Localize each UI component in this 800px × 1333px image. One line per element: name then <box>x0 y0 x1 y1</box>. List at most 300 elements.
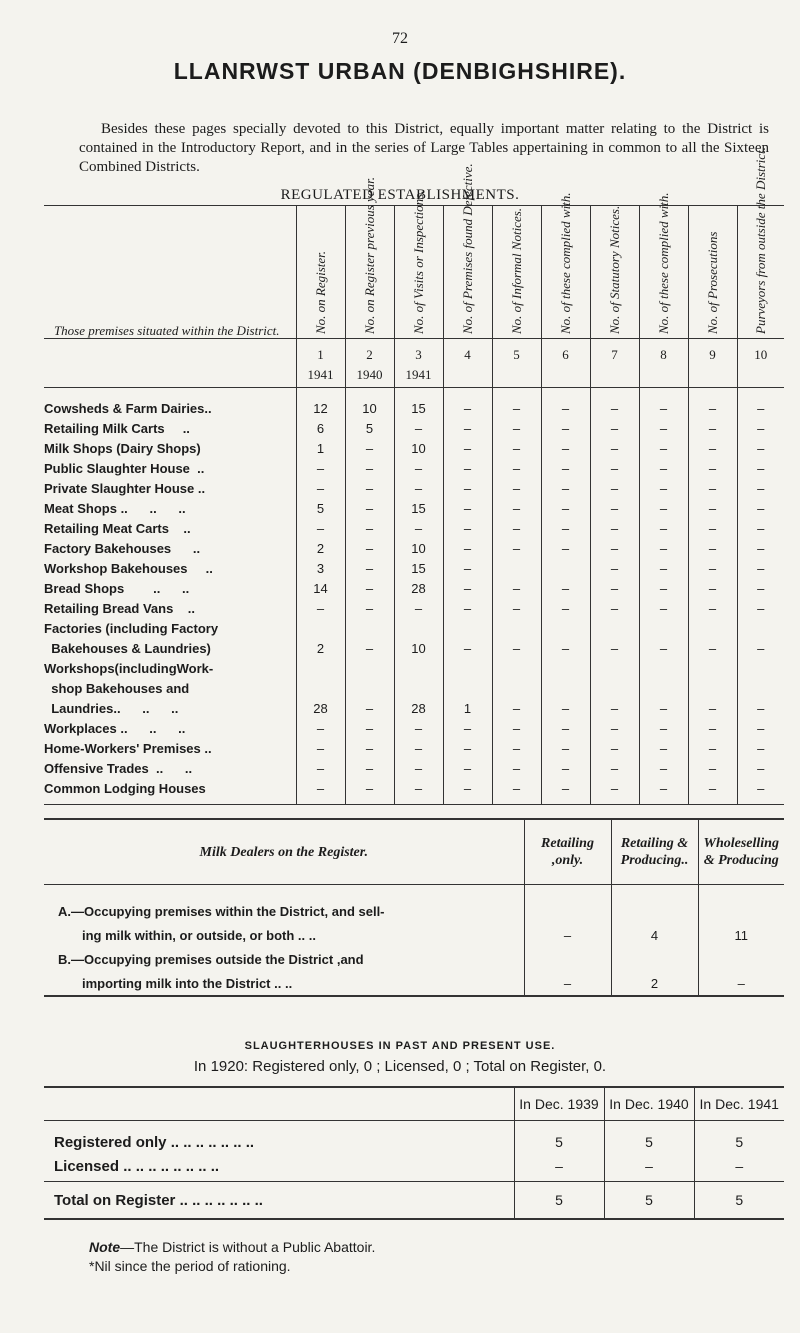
premises-header: Those premises situated within the District. <box>44 206 296 339</box>
table-cell <box>394 618 443 638</box>
table-cell: – <box>688 638 737 658</box>
table-cell: – <box>688 578 737 598</box>
table-row <box>44 738 784 758</box>
table-cell: – <box>443 638 492 658</box>
column-header: No. of Statutory Notices. <box>607 205 622 334</box>
table-cell: – <box>737 478 784 498</box>
table-cell: 1 <box>443 698 492 718</box>
column-header: No. on Register. <box>313 250 328 334</box>
milk-dealers-header: Milk Dealers on the Register. <box>44 819 524 885</box>
table-cell: – <box>443 498 492 518</box>
column-year <box>443 363 492 388</box>
table-cell: – <box>541 578 590 598</box>
table-cell: 6 <box>296 418 345 438</box>
row-label: shop Bakehouses and <box>44 680 190 696</box>
table-cell: – <box>443 718 492 738</box>
table-row <box>44 498 784 518</box>
row-label: Bakehouses & Laundries) <box>44 640 211 656</box>
table-cell: – <box>541 778 590 805</box>
slaughter-col-1941: In Dec. 1941 <box>694 1087 784 1121</box>
table-cell: – <box>345 498 394 518</box>
table-row <box>44 438 784 458</box>
table-cell: – <box>296 598 345 618</box>
table-cell: – <box>590 478 639 498</box>
table-cell: – <box>639 718 688 738</box>
table-cell: – <box>345 778 394 805</box>
table-cell <box>541 658 590 678</box>
table-cell: – <box>737 598 784 618</box>
milk-cell: – <box>524 971 611 996</box>
table-row <box>44 518 784 538</box>
table-cell: – <box>590 778 639 805</box>
milk-col-wholeselling-producing: Wholeselling & Producing <box>698 819 784 885</box>
table-cell <box>296 618 345 638</box>
table-row <box>44 538 784 558</box>
table-cell <box>639 678 688 698</box>
column-header: No. of Premises found Defective. <box>460 163 475 334</box>
table-cell: 1 <box>296 438 345 458</box>
table-cell: – <box>394 738 443 758</box>
table-cell: – <box>541 598 590 618</box>
table-cell <box>688 678 737 698</box>
table-cell: – <box>590 458 639 478</box>
column-year <box>541 363 590 388</box>
table-cell: – <box>688 478 737 498</box>
milk-cell: 2 <box>611 971 698 996</box>
table-cell: – <box>541 538 590 558</box>
milk-row-a-cont <box>44 923 784 947</box>
page-title: LLANRWST URBAN (DENBIGHSHIRE). <box>173 58 627 84</box>
table-row <box>44 618 784 638</box>
table-cell: – <box>737 388 784 419</box>
table-row <box>44 678 784 698</box>
table-cell: – <box>639 538 688 558</box>
table-cell: – <box>639 478 688 498</box>
column-year <box>737 363 784 388</box>
milk-row-label: importing milk into the District .. .. <box>44 971 524 996</box>
table-cell: – <box>443 438 492 458</box>
row-label: Offensive Trades .. .. <box>44 760 193 776</box>
page-number: 72 <box>392 30 408 47</box>
table-cell: – <box>688 538 737 558</box>
table-cell: – <box>443 738 492 758</box>
slaughter-cell: 5 <box>694 1182 784 1220</box>
table-cell: – <box>345 538 394 558</box>
slaughter-cell: – <box>604 1154 694 1182</box>
table-cell <box>541 618 590 638</box>
table-cell: – <box>639 778 688 805</box>
table-cell: – <box>492 578 541 598</box>
table-cell: 15 <box>394 388 443 419</box>
note-line-2: *Nil since the period of rationing. <box>89 1258 291 1274</box>
table-cell: – <box>590 418 639 438</box>
table-cell: – <box>688 598 737 618</box>
table-row <box>44 578 784 598</box>
table-cell: – <box>688 778 737 805</box>
table-cell: – <box>737 418 784 438</box>
milk-col-retailing-producing: Retailing & Producing.. <box>611 819 698 885</box>
table-cell: – <box>394 598 443 618</box>
table-cell: – <box>737 558 784 578</box>
column-headers <box>44 206 784 339</box>
table-cell: – <box>296 758 345 778</box>
table-cell: – <box>492 638 541 658</box>
row-label: Workshop Bakehouses .. <box>44 560 213 576</box>
table-cell: – <box>688 458 737 478</box>
table-cell: 2 <box>296 638 345 658</box>
table-cell: – <box>492 458 541 478</box>
table-cell: – <box>541 698 590 718</box>
table-cell: – <box>639 638 688 658</box>
table-cell: – <box>492 518 541 538</box>
table-cell: – <box>345 698 394 718</box>
slaughter-cell: – <box>514 1154 604 1182</box>
table-cell: – <box>541 758 590 778</box>
table-cell: – <box>639 558 688 578</box>
table-cell <box>345 658 394 678</box>
table-cell <box>492 618 541 638</box>
table-cell <box>394 658 443 678</box>
table-cell: – <box>345 558 394 578</box>
table-cell: – <box>296 778 345 805</box>
table-cell: – <box>639 458 688 478</box>
table-cell: – <box>639 578 688 598</box>
milk-cell: – <box>524 923 611 947</box>
table-cell: – <box>345 598 394 618</box>
table-cell: – <box>688 738 737 758</box>
row-label: Factories (including Factory <box>44 620 219 636</box>
table-cell: 28 <box>394 578 443 598</box>
column-number: 9 <box>688 339 737 364</box>
row-label: Retailing Meat Carts .. <box>44 520 191 536</box>
table-cell: – <box>345 758 394 778</box>
table-cell: – <box>737 718 784 738</box>
table-row <box>44 658 784 678</box>
table-cell <box>737 618 784 638</box>
table-cell: – <box>443 578 492 598</box>
slaughter-cell: 5 <box>604 1182 694 1220</box>
slaughterhouses-table <box>44 1086 784 1220</box>
table-cell: – <box>394 778 443 805</box>
table-cell: – <box>443 538 492 558</box>
column-year: 1940 <box>345 363 394 388</box>
table-cell <box>590 618 639 638</box>
table-cell <box>541 678 590 698</box>
table-cell: 14 <box>296 578 345 598</box>
column-header: No. of Visits or Inspections. <box>411 190 426 334</box>
column-number: 10 <box>737 339 784 364</box>
column-number: 7 <box>590 339 639 364</box>
table-row <box>44 458 784 478</box>
table-cell: – <box>688 388 737 419</box>
slaughterhouses-1920-summary: In 1920: Registered only, 0 ; Licensed, 0 ; Total on Register, 0. <box>193 1058 607 1075</box>
table-cell: – <box>639 388 688 419</box>
table-cell: – <box>639 518 688 538</box>
slaughter-cell: 5 <box>514 1121 604 1155</box>
table-cell: – <box>590 578 639 598</box>
table-cell <box>688 618 737 638</box>
table-cell: – <box>688 558 737 578</box>
slaughter-cell: 5 <box>694 1121 784 1155</box>
table-cell: – <box>737 578 784 598</box>
column-year <box>590 363 639 388</box>
row-label: Workplaces .. .. .. <box>44 720 186 736</box>
slaughter-row-label: Total on Register .. .. .. .. .. .. .. <box>44 1182 514 1220</box>
regulated-establishments-title: REGULATED ESTABLISHMENTS. <box>280 187 520 203</box>
column-header: Purveyors from outside the District. <box>753 147 769 334</box>
slaughter-cell: 5 <box>604 1121 694 1155</box>
table-cell: – <box>443 558 492 578</box>
table-cell: 5 <box>296 498 345 518</box>
table-cell <box>345 618 394 638</box>
column-year <box>492 363 541 388</box>
table-cell: – <box>345 718 394 738</box>
table-cell: – <box>639 438 688 458</box>
column-header: No. of Prosecutions <box>705 231 720 334</box>
slaughter-col-1939: In Dec. 1939 <box>514 1087 604 1121</box>
table-cell: – <box>492 478 541 498</box>
table-cell: – <box>443 758 492 778</box>
table-cell: – <box>443 418 492 438</box>
milk-row-label: A.—Occupying premises within the District, and sell- <box>58 903 385 919</box>
table-cell: – <box>492 698 541 718</box>
column-header: No. of these complied with. <box>656 192 671 334</box>
column-number: 1 <box>296 339 345 364</box>
table-cell: – <box>590 638 639 658</box>
table-row <box>44 598 784 618</box>
table-cell: – <box>541 438 590 458</box>
row-label: Private Slaughter House .. <box>44 480 206 496</box>
table-cell: – <box>492 388 541 419</box>
milk-cell: – <box>698 971 784 996</box>
table-cell <box>590 678 639 698</box>
table-cell: – <box>345 638 394 658</box>
table-cell <box>394 678 443 698</box>
table-cell: – <box>639 758 688 778</box>
table-cell: – <box>345 438 394 458</box>
milk-row-b <box>44 947 784 971</box>
row-label: Retailing Bread Vans .. <box>44 600 195 616</box>
table-row <box>44 698 784 718</box>
column-header: No. of these complied with. <box>558 192 573 334</box>
table-cell: 15 <box>394 558 443 578</box>
table-cell: – <box>590 718 639 738</box>
column-year: 1941 <box>296 363 345 388</box>
table-cell: 5 <box>345 418 394 438</box>
note-line-1: —The District is without a Public Abattoir. <box>120 1239 376 1255</box>
table-cell: – <box>590 738 639 758</box>
milk-row-b-cont <box>44 971 784 996</box>
table-cell: – <box>639 418 688 438</box>
column-number: 2 <box>345 339 394 364</box>
table-cell: – <box>492 738 541 758</box>
row-label: Public Slaughter House .. <box>44 460 205 476</box>
table-cell: – <box>492 718 541 738</box>
table-cell <box>590 658 639 678</box>
regulated-rows <box>44 388 784 805</box>
table-cell <box>492 658 541 678</box>
table-cell: 3 <box>296 558 345 578</box>
table-row <box>44 388 784 419</box>
table-cell: – <box>394 418 443 438</box>
table-cell: – <box>688 758 737 778</box>
table-cell: – <box>394 458 443 478</box>
table-cell: – <box>590 388 639 419</box>
table-cell <box>492 558 541 578</box>
table-cell: – <box>688 518 737 538</box>
table-row <box>44 478 784 498</box>
column-number: 4 <box>443 339 492 364</box>
table-cell <box>541 558 590 578</box>
table-cell: – <box>492 778 541 805</box>
column-number: 8 <box>639 339 688 364</box>
table-cell: – <box>688 438 737 458</box>
table-row <box>44 638 784 658</box>
table-cell: – <box>639 598 688 618</box>
milk-row-a <box>44 899 784 923</box>
row-label: Milk Shops (Dairy Shops) <box>44 440 201 456</box>
table-cell: – <box>443 388 492 419</box>
table-cell: – <box>541 478 590 498</box>
table-cell: – <box>492 418 541 438</box>
table-cell: – <box>541 458 590 478</box>
table-cell: 10 <box>394 438 443 458</box>
milk-cell: 11 <box>698 923 784 947</box>
table-cell: – <box>737 698 784 718</box>
table-cell <box>639 618 688 638</box>
table-cell: – <box>688 718 737 738</box>
row-label: Meat Shops .. .. .. <box>44 500 186 516</box>
table-cell: – <box>737 738 784 758</box>
table-cell: – <box>443 598 492 618</box>
row-label: Bread Shops .. .. <box>44 580 190 596</box>
table-cell: – <box>639 738 688 758</box>
table-cell: – <box>394 758 443 778</box>
table-cell: – <box>492 598 541 618</box>
milk-col-retailing-only: Retailing ,only. <box>524 819 611 885</box>
table-cell: – <box>541 388 590 419</box>
row-label: Home-Workers' Premises .. <box>44 740 212 756</box>
column-numbers <box>44 339 784 364</box>
table-cell: 10 <box>345 388 394 419</box>
milk-row-label: B.—Occupying premises outside the District ,and <box>58 951 364 967</box>
table-row <box>44 718 784 738</box>
table-cell: – <box>492 758 541 778</box>
table-cell: – <box>345 578 394 598</box>
table-cell <box>492 678 541 698</box>
table-cell: – <box>394 478 443 498</box>
table-cell <box>443 618 492 638</box>
table-row <box>44 758 784 778</box>
table-cell: 10 <box>394 538 443 558</box>
table-cell: – <box>737 638 784 658</box>
table-cell: – <box>443 518 492 538</box>
slaughter-cell: 5 <box>514 1182 604 1220</box>
milk-row-label: ing milk within, or outside, or both .. .. <box>82 927 316 943</box>
milk-dealers-table <box>44 818 784 997</box>
row-label: Workshops(includingWork- <box>44 660 214 676</box>
table-cell: – <box>345 738 394 758</box>
column-year <box>639 363 688 388</box>
table-cell: – <box>590 698 639 718</box>
slaughter-row-label: Registered only .. .. .. .. .. .. .. <box>54 1133 255 1151</box>
column-header: No. on Register previous year. <box>362 177 377 334</box>
slaughter-col-1940: In Dec. 1940 <box>604 1087 694 1121</box>
table-row <box>44 778 784 805</box>
table-cell <box>345 678 394 698</box>
table-cell: – <box>296 478 345 498</box>
table-cell: 12 <box>296 388 345 419</box>
table-cell: – <box>737 778 784 805</box>
table-cell: – <box>492 438 541 458</box>
table-cell: – <box>688 498 737 518</box>
row-label: Factory Bakehouses .. <box>44 540 201 556</box>
table-cell: – <box>590 498 639 518</box>
table-cell: – <box>541 418 590 438</box>
table-cell: – <box>541 518 590 538</box>
table-cell: – <box>590 438 639 458</box>
table-cell <box>296 678 345 698</box>
table-cell: – <box>590 558 639 578</box>
row-label: Common Lodging Houses <box>44 778 296 805</box>
slaughter-cell: – <box>694 1154 784 1182</box>
table-cell: – <box>394 518 443 538</box>
table-cell: – <box>737 518 784 538</box>
table-cell: – <box>296 518 345 538</box>
table-cell <box>688 658 737 678</box>
table-cell: 28 <box>394 698 443 718</box>
table-cell: – <box>639 698 688 718</box>
table-cell: – <box>541 738 590 758</box>
column-number: 3 <box>394 339 443 364</box>
table-cell: 2 <box>296 538 345 558</box>
table-cell <box>296 658 345 678</box>
table-cell: – <box>737 758 784 778</box>
table-cell <box>443 658 492 678</box>
row-label: Cowsheds & Farm Dairies.. <box>44 400 212 416</box>
slaughter-row-label: Licensed .. .. .. .. .. .. .. .. <box>44 1154 514 1182</box>
table-cell: – <box>443 778 492 805</box>
column-years <box>44 363 784 388</box>
table-cell: 15 <box>394 498 443 518</box>
row-label: Laundries.. .. .. <box>44 700 179 716</box>
slaughterhouses-heading: SLAUGHTERHOUSES IN PAST AND PRESENT USE. <box>244 1040 556 1052</box>
table-cell <box>639 658 688 678</box>
table-cell: – <box>688 418 737 438</box>
table-cell: – <box>443 478 492 498</box>
column-number: 6 <box>541 339 590 364</box>
table-cell: – <box>737 498 784 518</box>
table-cell <box>737 658 784 678</box>
column-year <box>688 363 737 388</box>
slaughter-row-total <box>44 1182 784 1220</box>
table-cell: – <box>541 498 590 518</box>
slaughter-row-registered <box>44 1121 784 1155</box>
table-cell: – <box>737 538 784 558</box>
table-cell: 10 <box>394 638 443 658</box>
column-number: 5 <box>492 339 541 364</box>
table-cell: – <box>345 458 394 478</box>
row-label: Retailing Milk Carts .. <box>44 420 190 436</box>
table-cell: – <box>590 598 639 618</box>
table-cell: – <box>492 538 541 558</box>
table-cell: – <box>737 438 784 458</box>
table-cell: 28 <box>296 698 345 718</box>
table-cell: – <box>492 498 541 518</box>
table-cell <box>737 678 784 698</box>
table-cell: – <box>688 698 737 718</box>
column-header: No. of Informal Notices. <box>509 207 524 334</box>
